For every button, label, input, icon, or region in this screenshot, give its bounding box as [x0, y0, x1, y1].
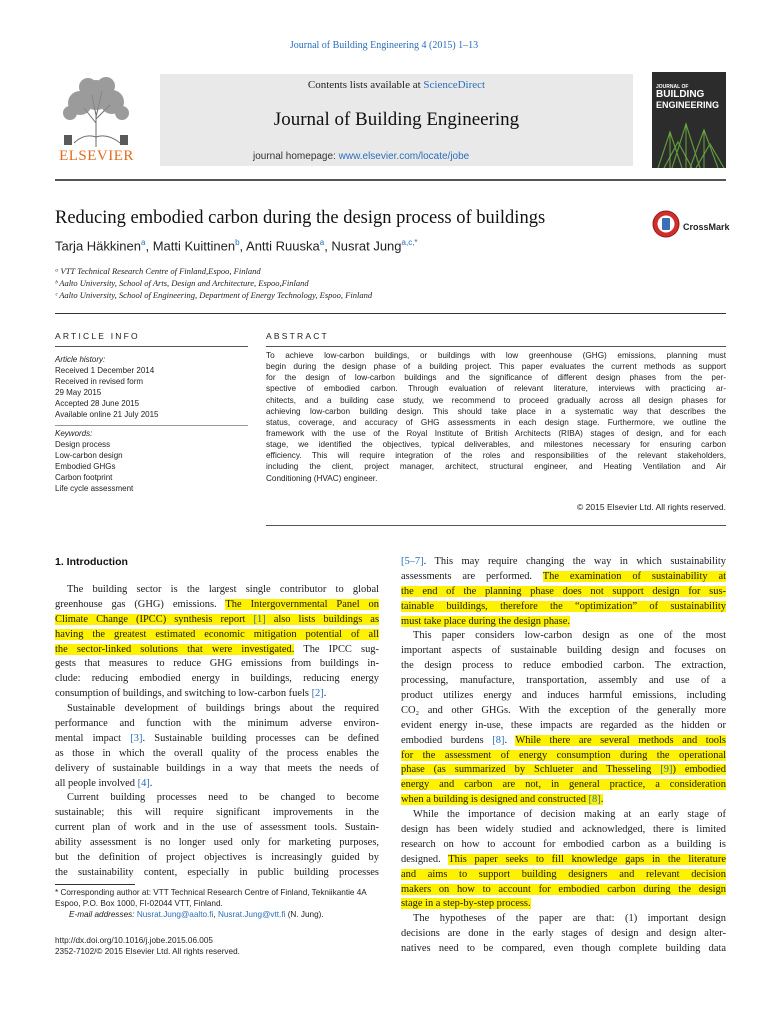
- body-text-line: [401, 868, 726, 883]
- author-affiliation-mark[interactable]: a: [319, 238, 325, 247]
- plain-text: evident energy in-use, these impacts are regarded as the hidden or: [401, 719, 726, 731]
- history-entry: Accepted 28 June 2015: [55, 399, 140, 408]
- body-text-line: [55, 598, 379, 613]
- plain-text: While the importance of decision making at an early stage of: [413, 809, 726, 821]
- affiliation-rule: [55, 313, 726, 314]
- author-name: Matti Kuittinen: [152, 238, 236, 254]
- body-text-line: [401, 808, 726, 823]
- body-text-line: [55, 613, 379, 628]
- plain-text: .: [323, 688, 327, 700]
- history-entry: 29 May 2015: [55, 388, 102, 397]
- plain-text: processing, manufacture, transportation, assembly and use of a: [401, 675, 726, 687]
- body-text-line: [401, 763, 726, 778]
- highlighted-text: makers on how to account for embodied carbon during the design: [401, 883, 726, 895]
- plain-text: gests that measures to reduce GHG emissions from buildings in-: [55, 658, 379, 670]
- introduction-heading: 1. Introduction: [55, 556, 128, 568]
- elsevier-wordmark: ELSEVIER: [59, 148, 134, 164]
- author-separator: ,: [324, 238, 332, 254]
- author-name: Antti Ruuska: [246, 238, 320, 254]
- highlighted-text: tainable buildings, therefore the “optimization” of sustainability: [401, 600, 726, 612]
- abstract-rule-bottom: [266, 525, 726, 526]
- affiliation-a: ᵃ VTT Technical Research Centre of Finland,Espoo, Finland: [55, 266, 261, 276]
- body-column-left: [55, 583, 379, 881]
- citation-link[interactable]: [5–7]: [401, 556, 424, 567]
- plain-text: assessments are performed.: [401, 570, 543, 582]
- highlighted-text: .: [600, 794, 604, 806]
- corresponding-address: Espoo, P.O. Box 1000, FI-02044 VTT, Finland.: [55, 899, 223, 908]
- article-info-heading: ARTICLE INFO: [55, 331, 140, 341]
- history-entry: Received in revised form: [55, 377, 144, 386]
- citation-link[interactable]: [1]: [253, 613, 266, 625]
- plain-text: Sustainable development of buildings brings about the required: [67, 703, 379, 715]
- article-info-rule: [55, 346, 248, 347]
- journal-reference[interactable]: Journal of Building Engineering 4 (2015) 1–13: [289, 40, 479, 51]
- plain-text: all people involved: [55, 777, 138, 789]
- body-text-line: [55, 806, 379, 821]
- body-text-line: [55, 851, 379, 866]
- sciencedirect-link[interactable]: ScienceDirect: [423, 79, 486, 91]
- author-name: Tarja Häkkinen: [55, 238, 141, 254]
- body-text-line: [55, 791, 379, 806]
- corresponding-author-note: * Corresponding author at: VTT Technical Research Centre of Finland, Tekniikantie 4A: [55, 888, 367, 897]
- plain-text: design has been widely studied and acknowledged, there is limited: [401, 824, 726, 836]
- highlighted-text: This paper seeks to fill knowledge gaps in the literature: [448, 853, 726, 865]
- plain-text: CO₂ and other GHGs. With the exception of the generally more: [401, 704, 726, 716]
- homepage-link[interactable]: www.elsevier.com/locate/jobe: [338, 151, 470, 162]
- body-text-line: [401, 585, 726, 600]
- body-text-line: [401, 883, 726, 898]
- header-rule: [55, 179, 726, 181]
- email-separator: ,: [213, 910, 218, 919]
- body-text-line: [55, 643, 379, 658]
- plain-text: decisions are done in the early stages of design and design alter-: [401, 928, 726, 940]
- highlighted-text: stage in a step-by-step process.: [401, 898, 531, 910]
- plain-text: the design process to reduce embodied carbon. The extraction,: [401, 660, 726, 672]
- body-text-line: [401, 674, 726, 689]
- abstract-line: framework with the use of the Royal Institute of British Architects (RIBA) stages of design, and for each: [266, 428, 726, 438]
- keyword: Embodied GHGs: [55, 462, 116, 471]
- body-text-line: [55, 866, 379, 881]
- plain-text: sustainable; this will require significant improvements in the: [55, 807, 379, 819]
- body-text-line: [55, 821, 379, 836]
- body-text-line: [55, 687, 379, 702]
- author-name: Nusrat Jung: [331, 238, 402, 254]
- highlighted-text: Climate Change (IPCC) synthesis report: [55, 613, 254, 625]
- highlighted-text: the sector-linked solutions that were investigated.: [55, 643, 295, 655]
- citation-link[interactable]: [9]: [660, 764, 673, 776]
- contents-line: [160, 79, 633, 91]
- email-link[interactable]: Nusrat.Jung@aalto.fi: [136, 910, 214, 919]
- plain-text: as those in which the overall quality of the process enables the: [55, 747, 379, 759]
- keyword: Carbon footprint: [55, 473, 113, 482]
- body-text-line: [401, 704, 726, 719]
- body-text-line: [401, 749, 726, 764]
- body-text-line: [401, 897, 726, 912]
- plain-text: research on how to account for embodied carbon as a building is: [401, 838, 726, 850]
- highlighted-text: energy and carbon are not, in general practice, a consideration: [401, 779, 726, 791]
- author-separator: ,: [239, 238, 247, 254]
- abstract-line: efficiency. This will require integration of the roles and responsibilities of the relevant stakeholders,: [266, 451, 726, 461]
- body-text-line: [401, 719, 726, 734]
- plain-text: . This may require changing the way in which sustainability: [423, 556, 726, 567]
- plain-text: performance and function with the minimum adverse environ-: [55, 718, 379, 730]
- email-label: E-mail addresses:: [69, 910, 137, 919]
- abstract-line: To achieve low-carbon buildings, or buildings with low greenhouse (GHG) emissions, planning must: [266, 351, 726, 360]
- body-text-line: [55, 762, 379, 777]
- body-text-line: [401, 778, 726, 793]
- body-text-line: [55, 628, 379, 643]
- footnote-rule: [55, 884, 135, 885]
- plain-text: Current building processes need to be changed to become: [67, 792, 379, 804]
- email-link[interactable]: Nusrat.Jung@vtt.fi: [217, 910, 286, 919]
- journal-homepage-line: [253, 151, 469, 162]
- abstract-body: [266, 350, 726, 484]
- abstract-line: for the design of low-carbon buildings and the significance of different design phases from the per-: [266, 373, 726, 383]
- body-text-line: [401, 555, 726, 570]
- abstract-line: achieving low-carbon building design. This should take place in a systematic way that describes the: [266, 406, 726, 416]
- journal-cover-thumbnail: [652, 72, 726, 168]
- citation-link[interactable]: [4]: [137, 777, 150, 789]
- cover-line-2: BUILDING: [656, 89, 705, 100]
- plain-text: product utilizes energy and induces harmful emissions, including: [401, 690, 726, 702]
- email-suffix: (N. Jung).: [285, 910, 324, 919]
- plain-text: current plan of work and in the use of assessment tools. Sustain-: [55, 822, 379, 834]
- body-text-line: [401, 793, 726, 808]
- citation-link[interactable]: [8]: [588, 794, 601, 806]
- body-text-line: [401, 570, 726, 585]
- crossmark-label[interactable]: CrossMark: [683, 222, 730, 232]
- abstract-line: Conditioning (HVAC) engineer.: [266, 473, 378, 483]
- highlighted-text: The examination of sustainability at: [542, 570, 726, 582]
- author-list: [55, 238, 418, 253]
- abstract-copyright: © 2015 Elsevier Ltd. All rights reserved.: [577, 502, 726, 512]
- highlighted-text: ) embodied: [672, 764, 726, 776]
- affiliation-b: ᵇ Aalto University, School of Arts, Design and Architecture, Espoo,Finland: [55, 278, 309, 288]
- body-text-line: [401, 600, 726, 615]
- abstract-line: stage, we identified the objectives, typical deliverables, and milestones necessary for ensuring carbon: [266, 440, 726, 450]
- cover-line-1: JOURNAL OF: [656, 84, 689, 90]
- plain-text: the sustainability content, especially in public building processes: [55, 866, 379, 878]
- abstract-heading: ABSTRACT: [266, 331, 329, 341]
- author-separator: ,: [145, 238, 153, 254]
- contents-prefix: Contents lists available at: [307, 79, 424, 91]
- body-text-line: [55, 836, 379, 851]
- history-label: Article history:: [55, 355, 106, 364]
- article-info-divider: [55, 425, 248, 426]
- citation-link[interactable]: [8]: [492, 734, 505, 746]
- highlighted-text: when a building is designed and constructed: [401, 794, 589, 806]
- body-text-line: [401, 942, 726, 957]
- plain-text: natives need to be compared, even though complete building data: [401, 943, 726, 955]
- plain-text: The hypotheses of the paper are that: (1) important design: [413, 913, 726, 925]
- plain-text: The building sector is the largest single contributor to global: [67, 584, 379, 595]
- body-text-line: [55, 747, 379, 762]
- body-text-line: [55, 583, 379, 598]
- journal-title: Journal of Building Engineering: [273, 109, 520, 130]
- body-text-line: [401, 912, 726, 927]
- abstract-line: status, coverage, and accuracy of GHG assessments in each design stage. Furthermore, we outline the: [266, 417, 726, 427]
- citation-link[interactable]: [2]: [311, 688, 324, 700]
- body-text-line: [55, 777, 379, 792]
- abstract-line: spective of embodied carbon. Through evaluation of relevant literature, interviews with practicing ar-: [266, 384, 726, 394]
- highlighted-text: phase (as summarized by Schlueter and Thesseling: [401, 764, 661, 776]
- plain-text: The IPCC sug-: [294, 643, 379, 655]
- body-text-line: [55, 657, 379, 672]
- plain-text: . Sustainable building processes can be defined: [142, 732, 380, 744]
- affiliation-c: ᶜ Aalto University, School of Engineering, Department of Energy Technology, Espoo, Finland: [55, 290, 373, 300]
- plain-text: delivery of sustainable buildings in a way that meets the needs of: [55, 762, 379, 774]
- body-text-line: [55, 717, 379, 732]
- plain-text: embodied burdens: [401, 734, 493, 746]
- cover-line-3: ENGINEERING: [656, 100, 720, 110]
- author-affiliation-mark[interactable]: b: [235, 238, 240, 247]
- plain-text: mental impact: [55, 732, 131, 744]
- plain-text: ability assessment is no longer used only for marketing purposes,: [55, 837, 379, 849]
- body-text-line: [401, 927, 726, 942]
- plain-text: important aspects of sustainable building design and focuses on: [401, 645, 726, 657]
- body-text-line: [401, 615, 726, 630]
- body-text-line: [401, 659, 726, 674]
- body-text-line: [401, 838, 726, 853]
- author-affiliation-mark[interactable]: a,c,*: [401, 238, 418, 247]
- body-text-line: [401, 644, 726, 659]
- paper-title: Reducing embodied carbon during the design process of buildings: [55, 208, 546, 228]
- highlighted-text: The Intergovernmental Panel on: [225, 598, 379, 610]
- abstract-rule: [266, 346, 726, 347]
- keyword: Low-carbon design: [55, 451, 123, 460]
- email-line: [69, 910, 324, 919]
- body-text-line: [401, 853, 726, 868]
- highlighted-text: and aims to support building designers and relevant decision: [401, 868, 726, 880]
- highlighted-text: must take place during the design phase.: [401, 615, 570, 627]
- highlighted-text: for the assessment of energy consumption during the operational: [401, 749, 726, 761]
- body-text-line: [55, 672, 379, 687]
- plain-text: but the definition of project objectives is increasingly guided by: [55, 852, 379, 864]
- abstract-line: chitects, and a building case study, we recommend to proceed gradually across all design phases for: [266, 395, 726, 405]
- author-affiliation-mark[interactable]: a: [141, 238, 146, 247]
- plain-text: designed.: [401, 853, 449, 865]
- doi-link[interactable]: http://dx.doi.org/10.1016/j.jobe.2015.06.005: [55, 936, 213, 945]
- body-text-line: [401, 689, 726, 704]
- crossmark-icon[interactable]: [652, 210, 680, 243]
- keyword: Design process: [55, 440, 111, 449]
- body-text-line: [401, 823, 726, 838]
- history-entry: Available online 21 July 2015: [55, 410, 159, 419]
- plain-text: clude: reducing embodied energy in buildings, reducing energy: [55, 673, 379, 685]
- highlighted-text: While there are several methods and tools: [515, 734, 726, 746]
- issn-line: 2352-7102/© 2015 Elsevier Ltd. All rights reserved.: [55, 947, 240, 956]
- plain-text: This paper considers low-carbon design as one of the most: [413, 630, 726, 642]
- body-text-line: [55, 732, 379, 747]
- plain-text: .: [149, 777, 153, 789]
- abstract-line: begin during the design phase of a building project. This paper evaluates the current methods as support: [266, 362, 726, 372]
- plain-text: .: [504, 734, 516, 746]
- homepage-label: journal homepage:: [253, 151, 339, 162]
- history-entry: Received 1 December 2014: [55, 366, 155, 375]
- highlighted-text: also lists buildings as: [265, 613, 380, 625]
- plain-text: consumption of buildings, and switching to low-carbon fuels: [55, 688, 312, 700]
- abstract-line: including the client, project manager, architect, structural engineer, and Heating Ventilation and Air: [266, 462, 726, 472]
- keywords-label: Keywords:: [55, 429, 93, 438]
- highlighted-text: the end of the planning phase does not support design for sus-: [401, 585, 726, 597]
- body-text-line: [55, 702, 379, 717]
- body-text-line: [401, 629, 726, 644]
- highlighted-text: having the greatest estimated economic mitigation potential of all: [55, 628, 379, 640]
- plain-text: greenhouse gas (GHG) emissions.: [55, 598, 226, 610]
- body-text-line: [401, 734, 726, 749]
- keyword: Life cycle assessment: [55, 484, 134, 493]
- citation-link[interactable]: [3]: [130, 732, 143, 744]
- body-column-right: [401, 555, 726, 957]
